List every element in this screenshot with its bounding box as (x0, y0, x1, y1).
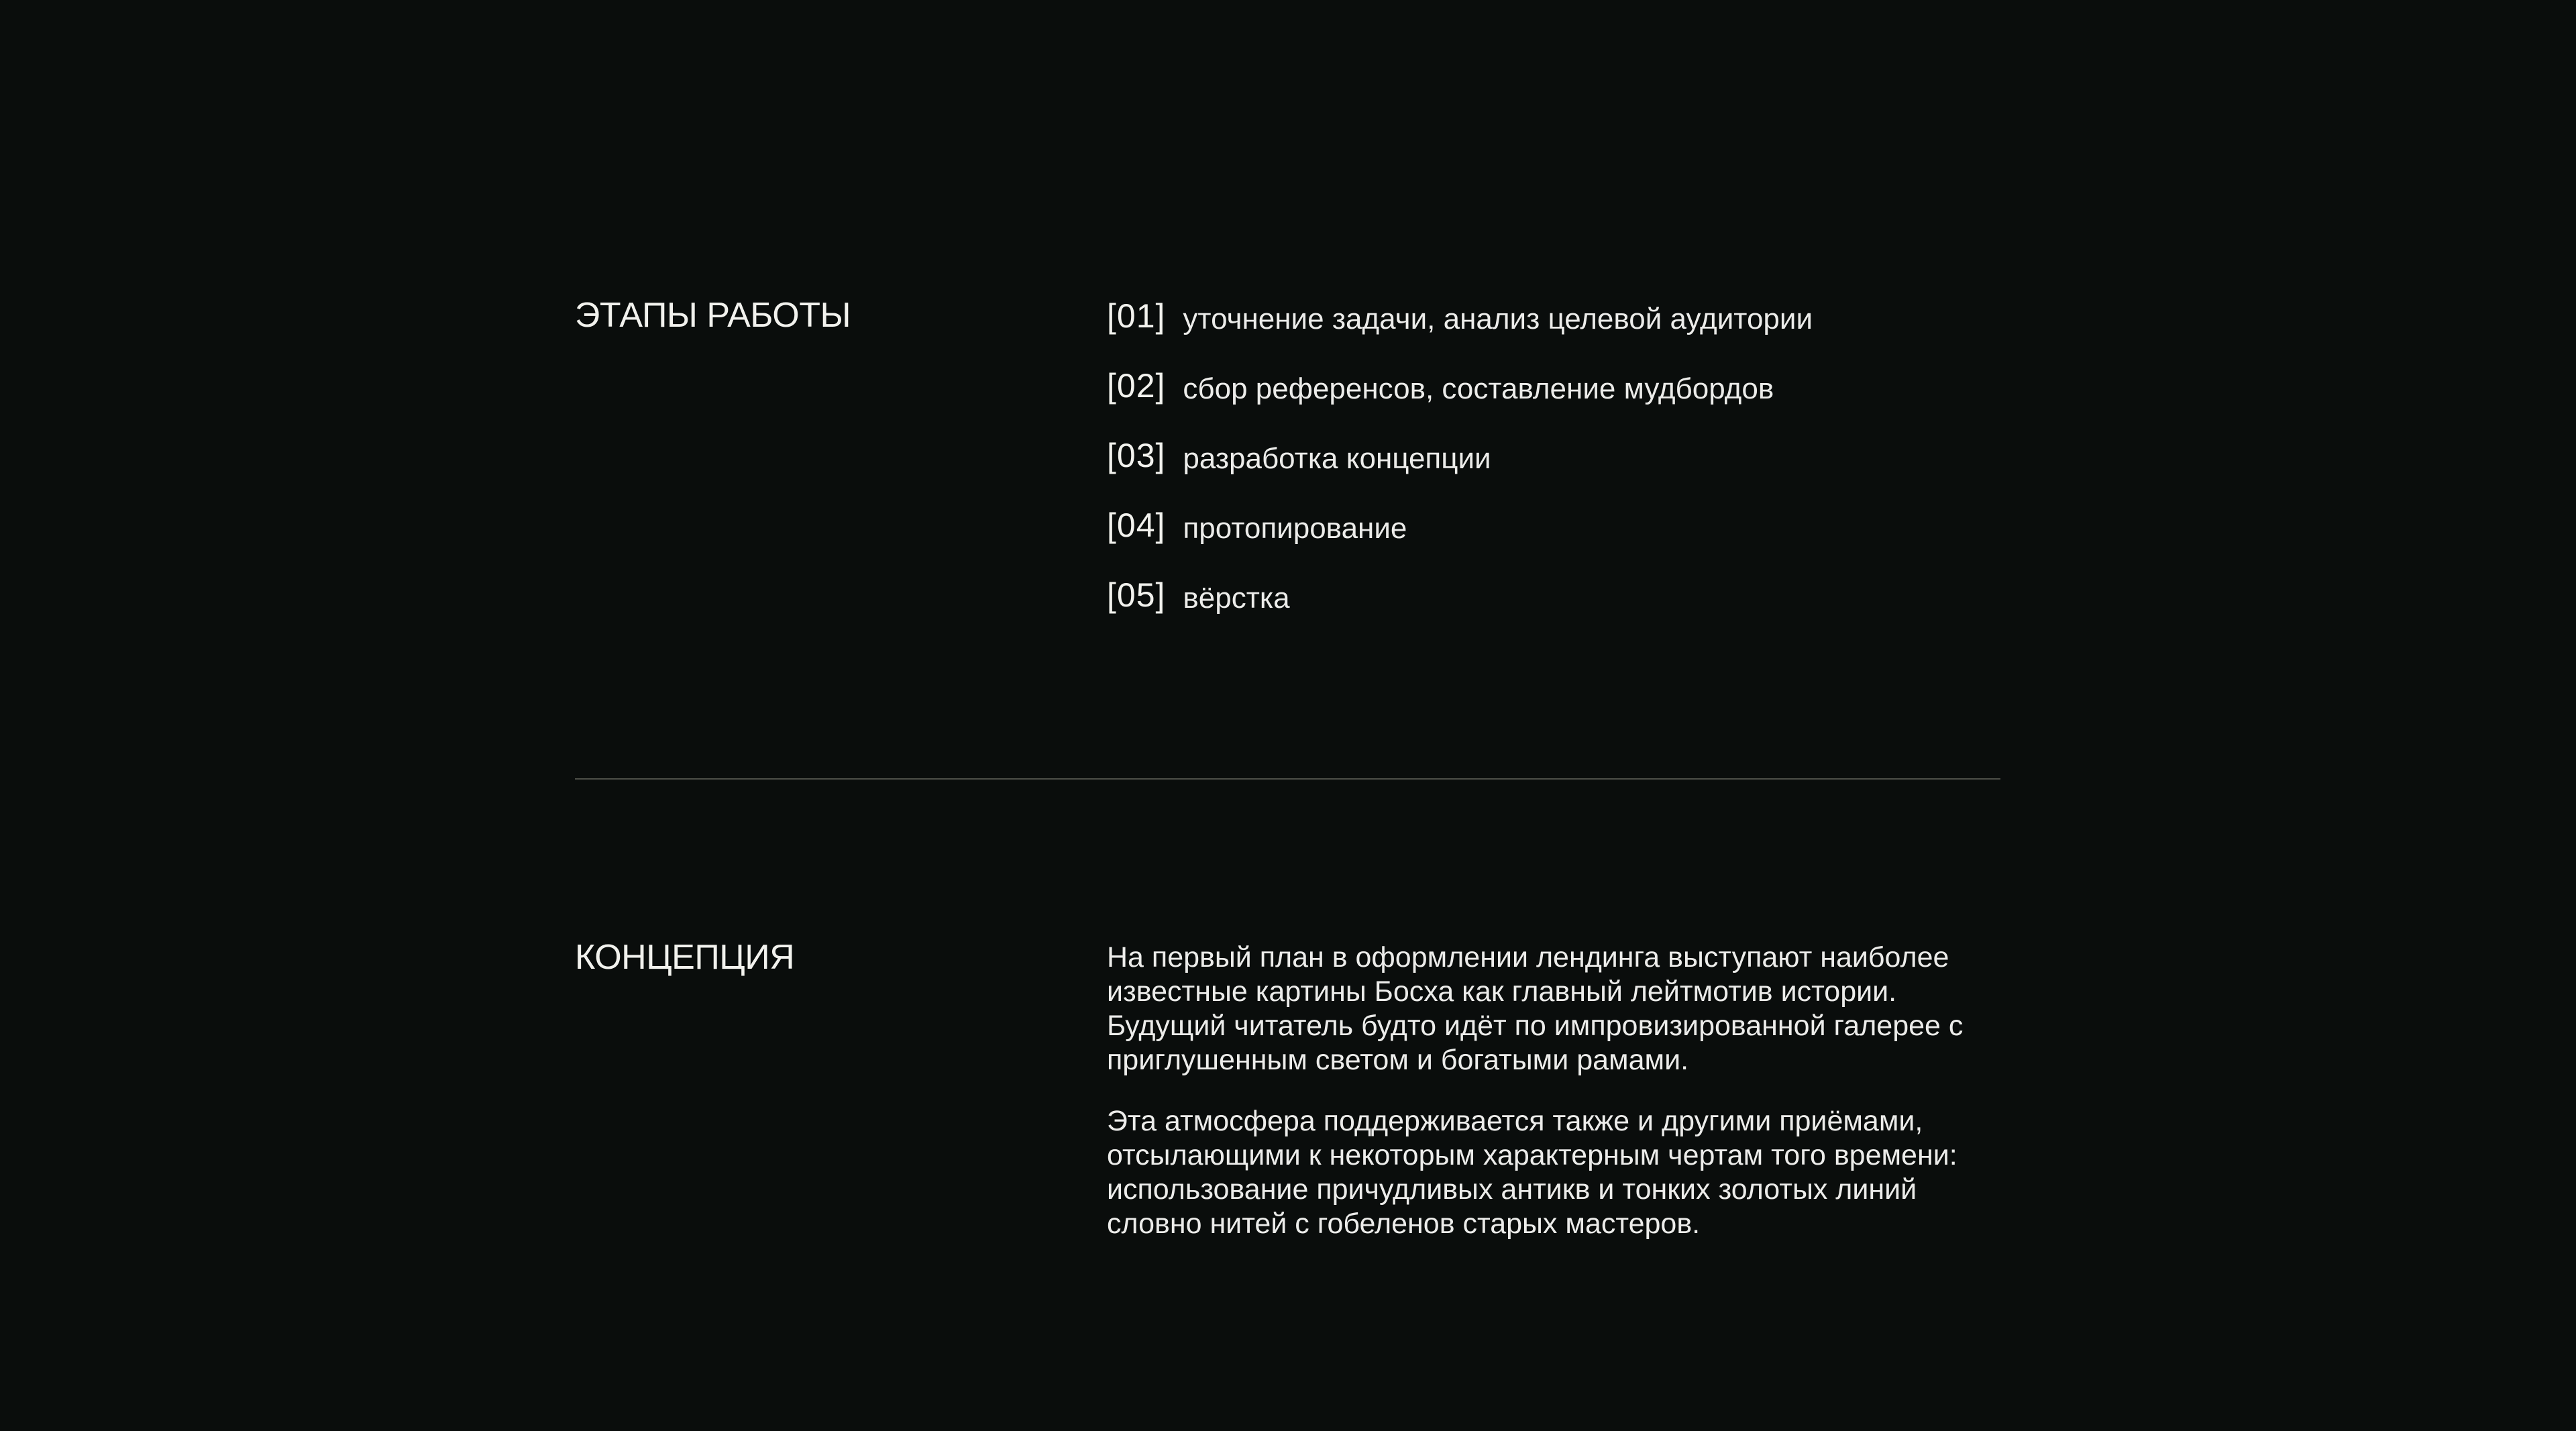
stage-description: протопирование (1183, 512, 1407, 545)
stage-description: сбор референсов, составление мудбордов (1183, 372, 1774, 405)
concept-paragraph: На первый план в оформлении лендинга выступают наиболее известные картины Босха как главный лейтмотив истории. Будущий читатель будто идёт по импровизированной галерее с приглушенным светом и богатыми рамами. (1107, 941, 1964, 1076)
concept-body (1107, 941, 2006, 1268)
section-divider (575, 778, 2000, 780)
stage-item-04 (1107, 509, 1813, 578)
stage-item-02 (1107, 369, 1813, 439)
stage-number: [02] (1107, 367, 1166, 405)
stage-description: разработка концепции (1183, 442, 1491, 475)
stage-item-05 (1107, 578, 1813, 648)
stage-description: вёрстка (1183, 582, 1290, 615)
stage-description: уточнение задачи, анализ целевой аудитории (1183, 303, 1813, 335)
stage-number: [05] (1107, 576, 1166, 614)
stage-item-01 (1107, 299, 1813, 369)
concept-section-title: КОНЦЕПЦИЯ (575, 938, 795, 977)
stages-section-title: ЭТАПЫ РАБОТЫ (575, 296, 851, 335)
stage-number: [01] (1107, 297, 1166, 335)
stage-item-03 (1107, 439, 1813, 509)
stage-number: [03] (1107, 437, 1166, 474)
concept-paragraph: Эта атмосфера поддерживается также и другими приёмами, отсылающими к некоторым характерным чертам того времени: использование причудливых антикв и тонких золотых линий словно нитей с гобеленов старых мастеров. (1107, 1105, 1957, 1240)
stages-list (1107, 299, 1813, 648)
stage-number: [04] (1107, 507, 1166, 544)
